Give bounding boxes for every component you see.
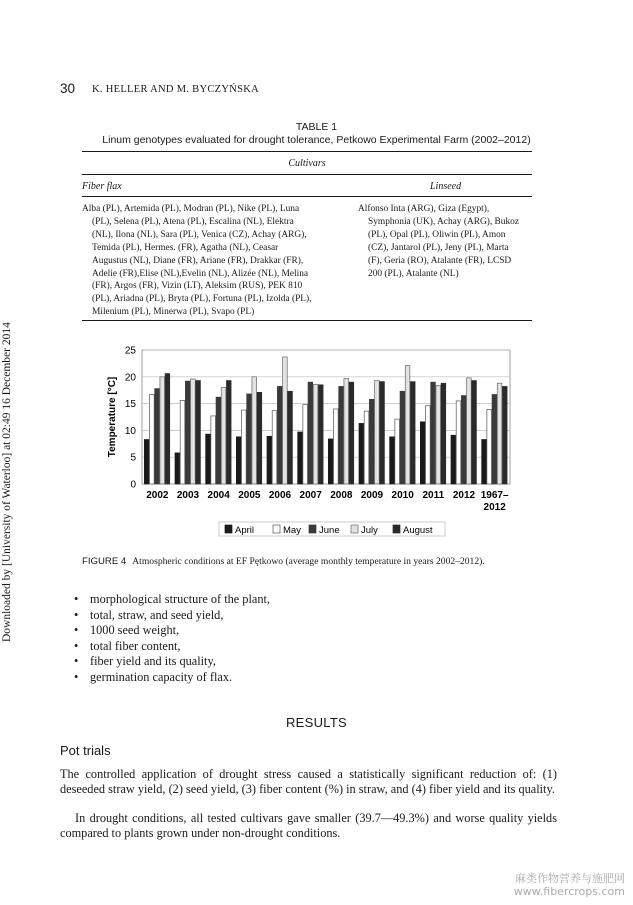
bar-july [405,366,410,484]
bar-august [257,392,262,484]
bar-may [303,405,308,484]
bar-may [272,411,277,484]
x-tick-label: 2006 [268,490,292,501]
fiber-flax-line: (PL), Selena (PL), Atena (PL), Escalina (NL), Elektra [92,216,294,227]
fiber-flax-line: Milenium (PL), Minerwa (PL), Svapo (PL) [92,307,255,318]
table-caption: Linum genotypes evaluated for drought tolerance, Petkowo Experimental Farm (2002–2012) [102,134,531,146]
table-cell-linseed [358,203,536,280]
list-item: • morphological structure of the plant, [74,592,270,608]
bar-july [344,378,349,484]
bar-july [436,385,441,484]
section-heading-results: RESULTS [285,715,348,730]
bar-august [472,381,477,484]
running-head: K. HELLER AND M. BYCZYŃSKA [92,84,260,95]
list-item: • germination capacity of flax. [74,670,270,686]
bar-june [492,394,497,484]
y-tick-label: 0 [130,479,136,491]
bar-august [288,391,293,484]
bar-august [318,385,323,484]
bar-may [180,400,185,484]
table-cell-fiber-flax [82,203,352,319]
y-axis-label: Temperature [°C] [107,376,118,458]
fiber-flax-line: Temida (PL), Hermes. (FR), Agatha (NL), Ceasar [92,242,279,253]
bar-may [395,419,400,484]
linseed-line: 200 (PL), Atalante (NL) [368,268,459,279]
table-body-rule [82,196,532,197]
list-item: • total, straw, and seed yield, [74,608,270,624]
table-header-rule [82,174,532,175]
measurement-list [74,592,270,685]
bar-april [328,439,333,484]
bar-may [334,409,339,484]
figure-caption [82,556,485,567]
y-tick-label: 15 [124,399,136,411]
bar-august [441,383,446,484]
table-group-header: Cultivars [288,158,326,169]
linseed-line: Symphonia (UK), Achay (ARG), Bukoz [368,216,520,227]
fiber-flax-line: (PL), Ariadna (PL), Bryta (PL), Fortuna (PL), Izolda (PL), [92,294,312,305]
bar-june [400,391,405,484]
subheading-pot-trials: Pot trials [60,743,111,758]
bar-june [155,389,160,484]
table-col-linseed-header: Linseed [430,181,462,192]
bar-may [211,416,216,484]
bar-june [461,396,466,484]
bar-july [160,377,165,484]
linseed-line: Alfonso Inta (ARG), Giza (Egypt), [358,204,490,214]
legend-label-july: July [361,525,378,536]
x-tick-label: 2011 [422,490,445,501]
bar-may [364,411,369,484]
download-note [0,262,14,642]
legend-swatch-june [309,525,316,533]
bar-june [247,394,252,484]
linseed-line: (CZ), Jantarol (PL), Jeny (PL), Marta [368,242,509,253]
fiber-flax-line: (NL), Ilona (NL), Sara (PL), Venica (CZ), Achay (ARG), [92,229,307,240]
x-tick-label: 2005 [238,490,261,501]
bar-april [390,437,395,484]
temperature-chart [100,340,520,550]
bar-april [420,422,425,484]
results-paragraph-1: The controlled application of drought stress caused a statistically significant reduction of: (1) deseeded straw yield, (2) seed yield, (3) fiber content (%) in straw, and (4) fiber yield and its quality. [60,767,557,796]
bar-may [426,406,431,484]
x-tick-label: 2004 [207,490,230,501]
fiber-flax-line: Augustus (NL), Diane (FR), Ariane (FR), Drakkar (FR), [92,255,304,266]
bar-may [487,409,492,484]
bar-june [185,381,190,484]
y-tick-label: 25 [124,345,136,357]
y-tick-label: 10 [124,425,136,437]
legend-label-may: May [283,525,301,536]
bar-june [308,382,313,484]
fiber-flax-line: (FR), Argos (FR), Vizin (LT), Aleksim (RUS), PEK 810 [92,281,303,292]
x-tick-label: 1967– [480,490,509,501]
figure-caption-text: Atmospheric conditions at EF Pętkowo (average monthly temperature in years 2002–2012). [132,556,485,567]
bar-june [277,386,282,484]
bar-april [451,435,456,484]
table-top-rule [82,151,532,152]
watermark [514,872,625,898]
bar-july [497,383,502,484]
bar-april [482,440,487,484]
legend-swatch-may [273,525,280,533]
linseed-line: (PL), Opal (PL), Oliwin (PL), Amon [368,229,506,240]
x-tick-label: 2012 [452,490,476,501]
bar-april [206,434,211,484]
list-item: • total fiber content, [74,639,270,655]
y-tick-label: 5 [130,452,136,464]
x-tick-label: 2008 [330,490,353,501]
x-tick-label: 2012 [483,502,506,513]
bar-july [252,377,257,484]
bar-august [410,382,415,484]
legend-swatch-july [351,525,358,533]
bar-april [144,440,149,484]
bar-june [216,397,221,484]
bar-april [267,436,272,484]
bar-april [175,453,180,484]
bar-july [467,378,472,484]
bar-april [236,437,241,484]
x-tick-label: 2007 [299,490,322,501]
linseed-line: (F), Geria (RO), Atalante (FR), LCSD [368,255,512,266]
table-col-fiber-header: Fiber flax [82,181,122,192]
legend-swatch-april [225,525,232,533]
fiber-flax-line: Adelie (FR),Elise (NL),Evelin (NL), Alizée (NL), Melina [92,268,309,279]
bar-july [283,357,288,484]
x-tick-label: 2010 [391,490,414,501]
bar-june [369,399,374,484]
watermark-line-1: 麻类作物营养与施肥网 [515,872,625,885]
x-tick-label: 2003 [176,490,200,501]
bar-june [339,386,344,484]
legend-label-august: August [403,525,433,536]
figure-label: FIGURE 4 [82,556,127,567]
temperature-chart-svg [100,340,520,550]
x-tick-label: 2002 [146,490,169,501]
table-label: TABLE 1 [295,121,338,133]
list-item: • fiber yield and its quality, [74,654,270,670]
bar-august [349,382,354,484]
bar-may [242,410,247,484]
bar-july [375,381,380,484]
bar-may [456,401,461,484]
bar-april [298,432,303,484]
bar-july [221,388,226,484]
x-tick-label: 2009 [360,490,384,501]
download-note-text: Downloaded by [University of Waterloo] at 02:49 16 December 2014 [1,322,13,642]
bar-april [359,423,364,484]
y-tick-label: 20 [124,372,136,384]
bar-august [502,386,507,484]
bar-august [196,381,201,484]
results-paragraph-2: In drought conditions, all tested cultivars gave smaller (39.7—49.3%) and worse quality yields compared to plants grown under non-drought conditions. [60,811,557,840]
bar-july [191,379,196,484]
fiber-flax-line: Alba (PL), Artemida (PL), Modran (PL), Nike (PL), Luna [82,204,300,214]
bar-august [165,374,170,484]
legend-label-june: June [319,525,340,536]
list-item: • 1000 seed weight, [74,623,270,639]
bar-august [380,382,385,484]
bar-june [431,382,436,484]
legend-label-april: April [235,525,255,536]
legend-swatch-august [393,525,400,533]
bar-july [313,384,318,484]
bar-may [150,394,155,484]
page-number: 30 [60,81,76,96]
table-bottom-rule [82,320,532,321]
bar-august [226,381,231,484]
watermark-line-2: www.fibercrops.com [513,885,625,898]
